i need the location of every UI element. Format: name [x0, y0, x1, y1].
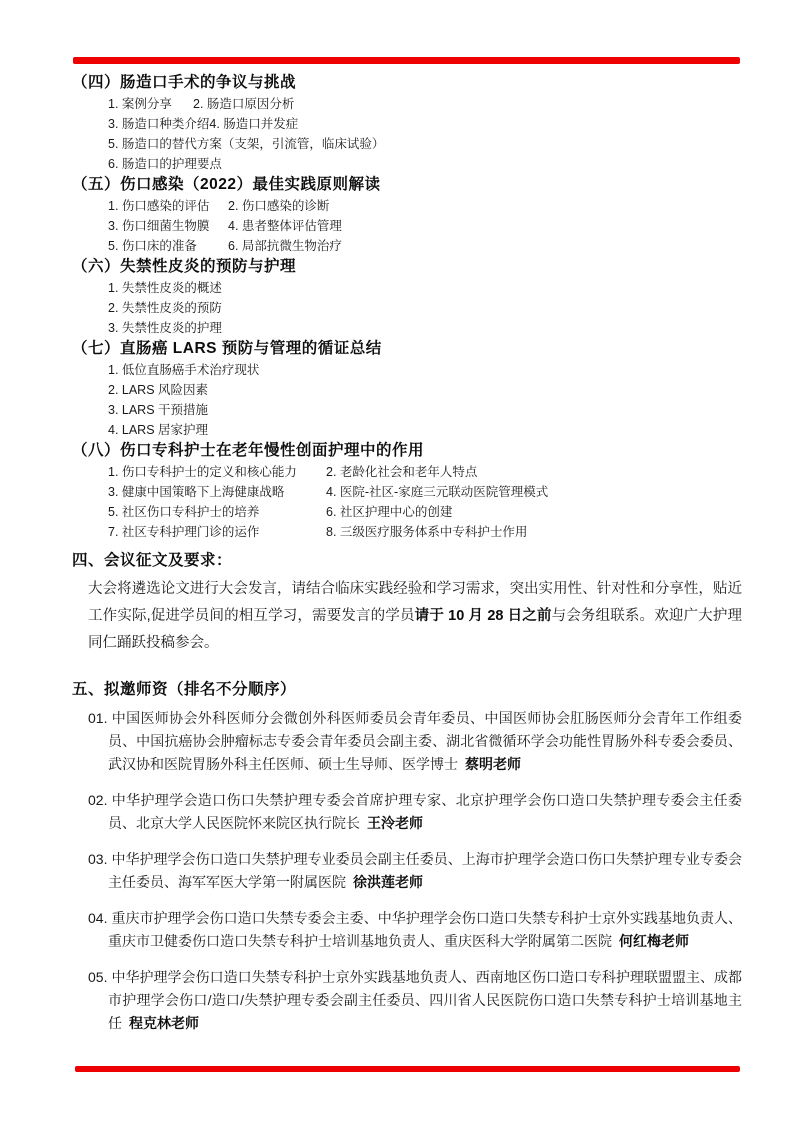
- agenda-item-row: [72, 380, 742, 400]
- agenda-item: 7. 社区专科护理门诊的运作: [108, 525, 260, 539]
- faculty-entry: [88, 848, 742, 894]
- agenda-item-row: [72, 482, 742, 502]
- agenda-item: 3. 肠造口种类介绍: [108, 117, 210, 131]
- agenda-item-row: [72, 318, 742, 338]
- entry-number: 01.: [88, 710, 108, 726]
- agenda-item-row: [72, 196, 742, 216]
- document-content: [72, 72, 742, 1035]
- agenda-item: 3. 健康中国策略下上海健康战略: [108, 485, 285, 499]
- faculty-entry: [88, 789, 742, 835]
- entry-number: 02.: [88, 792, 108, 808]
- agenda-section-4: [72, 72, 742, 174]
- entry-number: 05.: [88, 969, 108, 985]
- call-for-papers-heading: 四、会议征文及要求：: [72, 552, 233, 569]
- top-red-rule: [73, 57, 740, 64]
- faculty-bio: 中华护理学会造口伤口失禁护理专委会首席护理专家、北京护理学会伤口造口失禁护理专委会主任委员、北京大学人民医院怀来院区执行院长: [108, 792, 742, 831]
- paragraph-text: 大会将遴选论文进行大会发言，请结合临床实践经验和学习需求，突出实用性、针对性和分享性，贴近工作实际,促进学员间的相互学习，需要发言的学员: [88, 581, 742, 624]
- faculty-entry: [88, 707, 742, 776]
- agenda-item: 5. 伤口床的准备: [108, 239, 197, 253]
- faculty-name: 王泠老师: [367, 815, 423, 831]
- faculty-entry: [88, 907, 742, 953]
- agenda-item-row: [72, 502, 742, 522]
- agenda-item: 2. 老龄化社会和老年人特点: [326, 465, 478, 479]
- agenda-item: 3. LARS 干预措施: [108, 403, 209, 417]
- agenda-item-row: [72, 216, 742, 236]
- agenda-item: 6. 肠造口的护理要点: [108, 157, 222, 171]
- agenda-item: 5. 肠造口的替代方案（支架，引流管，临床试验）: [108, 137, 385, 151]
- faculty-bio: 重庆市护理学会伤口造口失禁专委会主委、中华护理学会伤口造口失禁专科护士京外实践基地负责人、重庆市卫健委伤口造口失禁专科护士培训基地负责人、重庆医科大学附属第二医院: [108, 910, 742, 949]
- agenda-item: 8. 三级医疗服务体系中专科护士作用: [326, 525, 528, 539]
- agenda-section-8: [72, 440, 742, 542]
- agenda-item-row: [72, 400, 742, 420]
- deadline-emphasis: 请于 10 月 28 日之前: [414, 608, 552, 624]
- agenda-item: 6. 局部抗微生物治疗: [228, 239, 342, 253]
- agenda-section-6: [72, 256, 742, 338]
- section-title: （六）失禁性皮炎的预防与护理: [72, 258, 297, 275]
- agenda-section-7: [72, 338, 742, 440]
- agenda-item-row: [72, 298, 742, 318]
- section-title: （八）伤口专科护士在老年慢性创面护理中的作用: [72, 442, 425, 459]
- agenda-item-row: [72, 360, 742, 380]
- agenda-item: 1. 低位直肠癌手术治疗现状: [108, 363, 260, 377]
- agenda-item: 6. 社区护理中心的创建: [326, 505, 453, 519]
- agenda-item-row: [72, 420, 742, 440]
- agenda-item-row: [72, 94, 742, 114]
- agenda-item: 2. LARS 风险因素: [108, 383, 209, 397]
- agenda-item: 3. 伤口细菌生物膜: [108, 219, 210, 233]
- agenda-item: 1. 伤口感染的评估: [108, 199, 210, 213]
- agenda-section-5: [72, 174, 742, 256]
- agenda-item-row: [72, 154, 742, 174]
- agenda-item-row: [72, 134, 742, 154]
- faculty-bio: 中华护理学会伤口造口失禁专科护士京外实践基地负责人、西南地区伤口造口专科护理联盟盟主、成都市护理学会伤口/造口/失禁护理专委会副主任委员、四川省人民医院伤口造口失禁专科护士培训基地主任: [108, 969, 742, 1031]
- agenda-item-row: [72, 114, 742, 134]
- section-title: （五）伤口感染（2022）最佳实践原则解读: [72, 176, 381, 193]
- section-title: （七）直肠癌 LARS 预防与管理的循证总结: [72, 340, 382, 357]
- faculty-bio: 中国医师协会外科医师分会微创外科医师委员会青年委员、中国医师协会肛肠医师分会青年工作组委员、中国抗癌协会肿瘤标志专委会青年委员会副主委、湖北省微循环学会功能性胃肠外科专委会委员、武汉协和医院胃肠外科主任医师、硕士生导师、医学博士: [108, 710, 742, 772]
- entry-number: 04.: [88, 910, 108, 926]
- agenda-item-row: [72, 278, 742, 298]
- section-title: （四）肠造口手术的争议与挑战: [72, 74, 297, 91]
- call-for-papers-paragraph: [88, 576, 742, 657]
- agenda-item-row: [72, 462, 742, 482]
- agenda-item: 2. 肠造口原因分析: [193, 97, 295, 111]
- agenda-item-row: [72, 522, 742, 542]
- agenda-item: 1. 伤口专科护士的定义和核心能力: [108, 465, 297, 479]
- agenda-item: 4. 肠造口并发症: [209, 117, 299, 131]
- agenda-item: 4. LARS 居家护理: [108, 423, 209, 437]
- agenda-item-row: [72, 236, 742, 256]
- entry-number: 03.: [88, 851, 108, 867]
- faculty-name: 程克林老师: [129, 1015, 199, 1031]
- faculty-name: 徐洪莲老师: [353, 874, 423, 890]
- faculty-entry: [88, 966, 742, 1035]
- agenda-item: 5. 社区伤口专科护士的培养: [108, 505, 260, 519]
- agenda-item: 1. 案例分享: [108, 97, 172, 111]
- faculty-bio: 中华护理学会伤口造口失禁护理专业委员会副主任委员、上海市护理学会造口伤口失禁护理专业专委会主任委员、海军军医大学第一附属医院: [108, 851, 742, 890]
- faculty-heading: 五、拟邀师资（排名不分顺序）: [72, 681, 297, 698]
- faculty-name: 蔡明老师: [465, 756, 521, 772]
- agenda-item: 2. 失禁性皮炎的预防: [108, 301, 222, 315]
- agenda-item: 4. 患者整体评估管理: [228, 219, 342, 233]
- agenda-item: 3. 失禁性皮炎的护理: [108, 321, 222, 335]
- agenda-item: 4. 医院-社区-家庭三元联动医院管理模式: [326, 485, 549, 499]
- agenda-item: 2. 伤口感染的诊断: [228, 199, 330, 213]
- bottom-red-rule: [75, 1066, 740, 1072]
- agenda-item: 1. 失禁性皮炎的概述: [108, 281, 222, 295]
- paragraph-text: 与会务组联系。欢迎广大护理同仁踊跃投稿参会。: [88, 608, 742, 651]
- faculty-name: 何红梅老师: [619, 933, 689, 949]
